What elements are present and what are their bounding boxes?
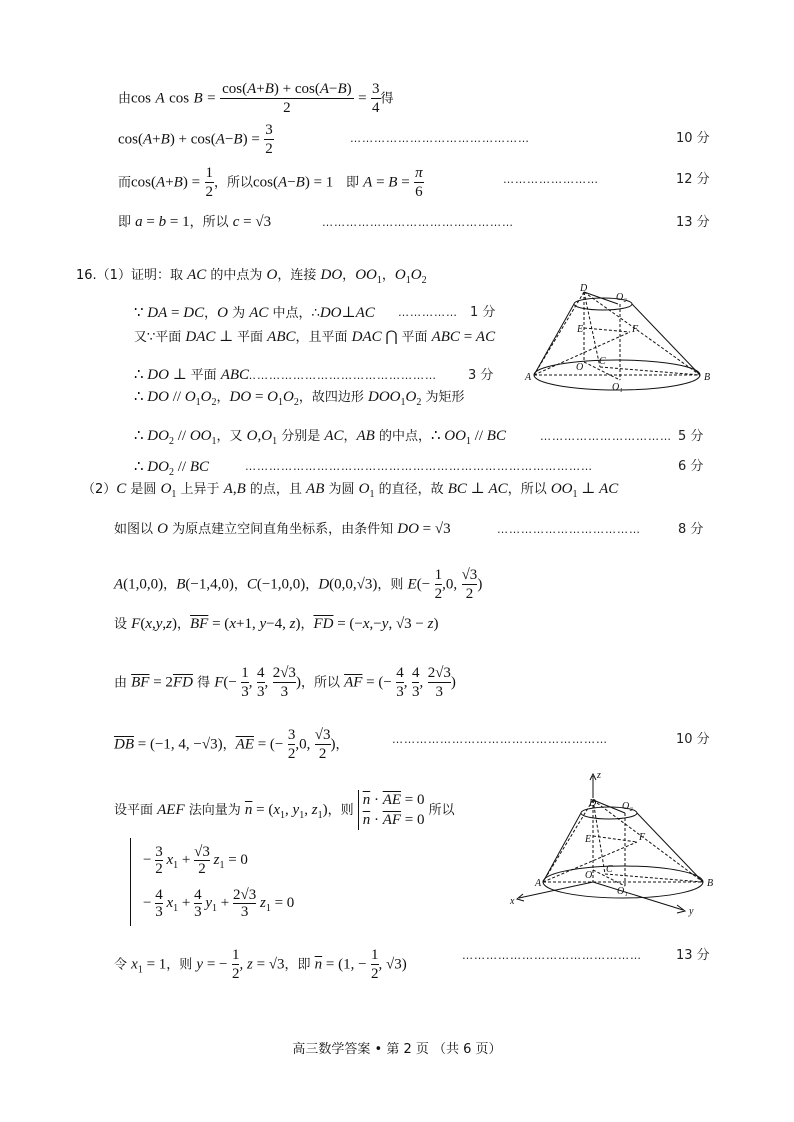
q16-p2-a: 如图以 O 为原点建立空间直角坐标系，由条件知 DO = √3 (114, 521, 451, 537)
dots-1: …………… (398, 306, 458, 319)
label-D: D (580, 283, 588, 294)
label-O: O (576, 362, 584, 373)
dots-13a: ………………………………………… (322, 216, 514, 229)
dots-13b: ……………………………………… (462, 949, 642, 962)
q16-p2-c: 设 F(x,y,z)，$\overline{BF} = (x+1$, y−4, z)，$\overline{FD} = (-x,-y$, √3 − z) (114, 616, 439, 632)
label-C2: C (606, 864, 613, 875)
dots-8: ……………………………… (497, 523, 641, 536)
q16-line-a: ∵ DA = DC，O 为 AC 中点，∴DO⊥AC (134, 305, 375, 321)
q16-p2-e: $\overline{DB} = (-1$, 4, −√3)，$\overline{AE}$ = (− $\frac{3}{2}$ ,0, $\frac{√3}{2}$ )， (114, 727, 349, 762)
frustum-figure-2 (505, 770, 715, 920)
label-O2: O₂ (616, 292, 627, 303)
score-1: 1 分 (470, 305, 496, 320)
dots-10b: ……………………………………………… (392, 733, 608, 746)
label-B2: B (707, 878, 714, 889)
label-O2-2: O₂ (622, 801, 633, 812)
label-E2: E (585, 834, 592, 845)
score-12: 12 分 (676, 172, 710, 187)
score-10b: 10 分 (676, 732, 710, 747)
eq-cosAplusB: 而cos(A+B) = $\frac{1}{2}$ ，所以cos(A−B) = 1 即 A = B = $\frac{\pi}{6}$ (118, 165, 423, 200)
q16-p2-d: 由 $\overline{BF} = 2\overline{FD}$ 得 F(− $\frac{1}{3}$ , $\frac{4}{3}$ , $\frac{2√3}{3}$ )，所以 $\overline{AF}$ = (− $\frac{4}{3}$ , $\frac{4}{3}$ , $\frac{2√3}{3}$ ) (114, 665, 456, 700)
dots-6: …………………………………………………………………………… (245, 460, 593, 473)
score-6: 6 分 (678, 459, 704, 474)
score-10a: 10 分 (676, 131, 710, 146)
q16-p2-b: A(1,0,0)，B(−1,4,0)，C(−1,0,0)，D(0,0,√3)，则 E(− $\frac{1}{2}$ ,0, $\frac{√3}{2}$ ) (114, 567, 483, 602)
score-13a: 13 分 (676, 215, 710, 230)
label-A: A (525, 372, 532, 383)
label-O1: O₁ (612, 382, 623, 393)
label-A2: A (535, 878, 542, 889)
label-z: z (597, 770, 601, 781)
page-footer: 高三数学答案 • 第 2 页 （共 6 页） (292, 1042, 502, 1057)
score-8: 8 分 (678, 522, 704, 537)
frustum-figure-1 (520, 282, 720, 402)
score-3: 3 分 (468, 368, 494, 383)
q16-line-e: ∴ $DO_2 // OO_1$，又 $O,O_1$ 分别是 AC，AB 的中点，∴ $OO_1$ // BC (134, 428, 506, 447)
score-5: 5 分 (678, 429, 704, 444)
score-13b: 13 分 (676, 948, 710, 963)
dots-12: …………………… (503, 173, 599, 186)
label-x: x (510, 896, 515, 907)
dots-10a: ……………………………………… (350, 132, 530, 145)
label-B: B (704, 372, 711, 383)
label-C: C (599, 356, 606, 367)
label-E: E (577, 324, 584, 335)
eq-a-b-c: 即 a = b = 1，所以 c = √3 (118, 214, 272, 230)
label-O1-2: O₁ (617, 886, 628, 897)
q16-line-b: 又∵平面 DAC ⊥ 平面 ABC，且平面 DAC ⋂ 平面 ABC = AC (134, 329, 496, 345)
q16-p2-head: （2）C 是圆 $O_1$ 上异于 A,B 的点，且 AB 为圆 $O_1$ 的直径，故 BC ⊥ AC，所以 $OO_1$ ⊥ AC (82, 481, 619, 500)
q16-system: − $\frac{3}{2}$ $x_1$ + $\frac{√3}{2}$ $z_1 = 0$ − $\frac{4}{3}$ $x_1$ + $\frac{4}{3}$ $y_1$ + $\frac{2√3}{3}$ $z_1 = 0$ (130, 838, 294, 926)
label-F: F (632, 324, 639, 335)
eq-sum-cos: cos(A+B) + cos(A−B) = $\frac{3}{2}$ (118, 122, 273, 157)
label-F2: F (639, 832, 646, 843)
q16-line-c: ∴ DO ⊥ 平面 ABC (134, 367, 250, 383)
label-O-2: O (585, 870, 593, 881)
q16-p2-h: 令 $x_1 = 1$，则 y = − $\frac{1}{2}$ , z = √3，即 $\overline{n} = (1$, − $\frac{1}{2}$ , √3) (114, 947, 407, 982)
q16-line-d: ∴ DO // $O_1O_2$，DO = $O_1O_2$，故四边形 $DOO_1O_2$ 为矩形 (134, 389, 465, 408)
dots-3: ………………………………………… (245, 369, 437, 382)
label-y: y (689, 906, 694, 917)
dots-5: …………………………… (540, 430, 672, 443)
eq-cosAcosB: 由cos A cos B = $\frac{\cos(A+B) + \cos(A-B)}{2}$ = $\frac{3}{4}$ 得 (118, 81, 394, 116)
q16-p2-f: 设平面 AEF 法向量为 $\overline{n} = (x_1$, $y_1$, $z_1$)，则 $\overline{n} \cdot \overline{AE} = 0$ $\overline{n} \cdot \overline{AF} = 0$ 所以 (114, 792, 455, 828)
q16-line-f: ∴ $DO_2$ // BC (134, 459, 209, 478)
q16-head: 16.（1）证明：取 AC 的中点为 O，连接 DO，$OO_1$，$O_1O_2$ (76, 267, 427, 286)
label-D2: D (589, 798, 597, 809)
